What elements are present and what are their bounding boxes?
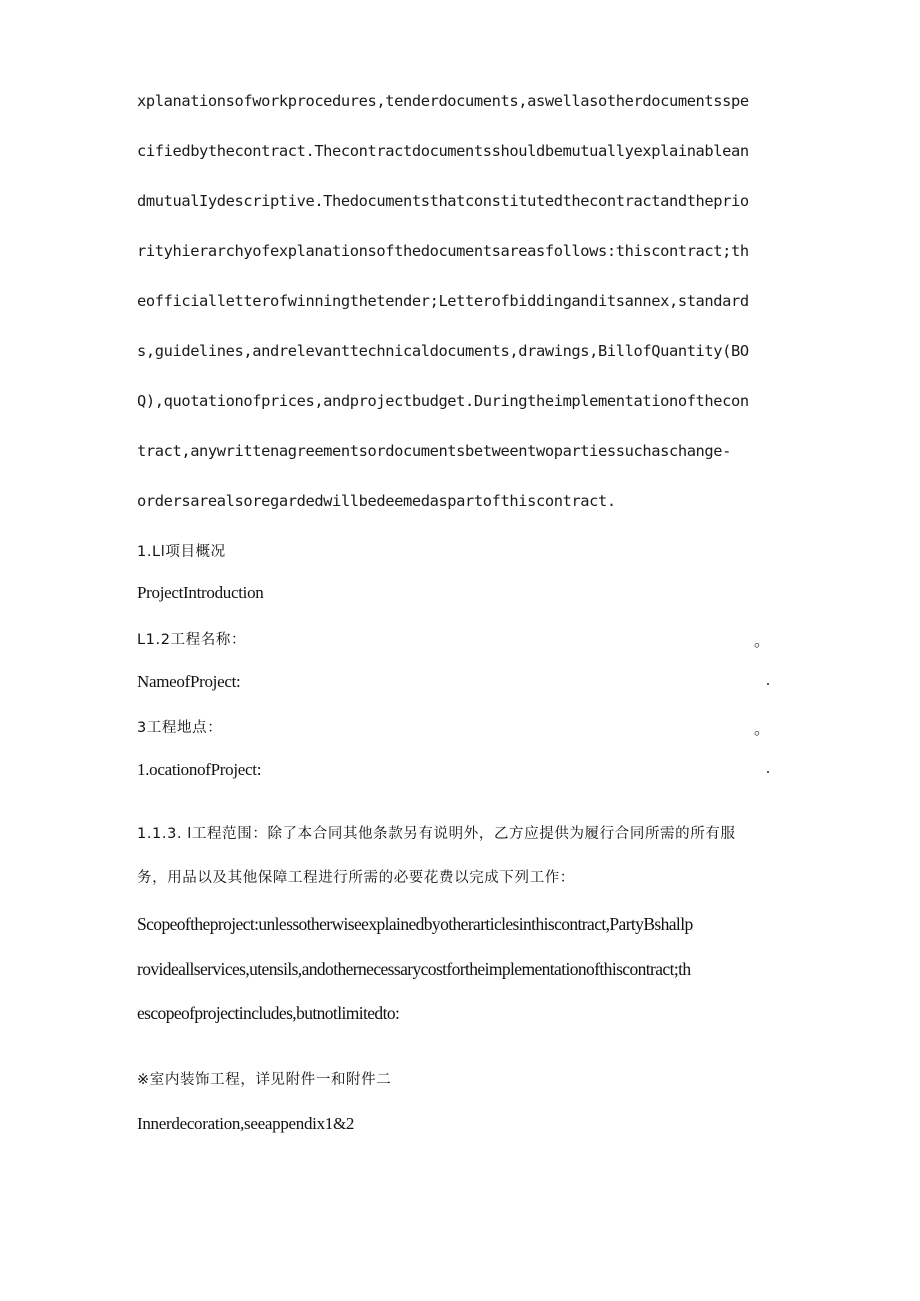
project-location-end-mark-en: . [766,760,770,777]
paragraph-line: tract,anywrittenagreementsordocumentsbetweentwopartiessuchaschange- [137,442,732,460]
paragraph-line: xplanationsofworkprocedures,tenderdocuments,aswellasotherdocumentsspe [137,92,749,110]
paragraph-line: rityhierarchyofexplanationsofthedocumentsareasfollows:thiscontract;th [137,242,749,260]
project-location-end-mark-cn: 。 [753,721,770,738]
project-location-label-en: 1.ocationofProject: [137,760,262,779]
project-name-end-mark-en: . [766,672,770,689]
scope-item-en: Innerdecoration,seeappendix1&2 [137,1114,355,1133]
paragraph-line: ordersarealsoregardedwillbedeemedaspartofthiscontract. [137,492,616,510]
paragraph-line: s,guidelines,andrelevanttechnicaldocuments,drawings,BillofQuantity(BO [137,342,749,360]
paragraph-line: dmutualIydescriptive.Thedocumentsthatconstitutedthecontractandthepri​o [137,192,749,210]
paragraph-line: Q),quotationofprices,andprojectbudget.Duringtheimplementationofthecon [137,392,749,410]
scope-paragraph-cn-line: 务，用品以及其他保障工程进行所需的必要花费以完成下列工作： [137,870,575,886]
section-heading-en: ProjectIntroduction [137,583,264,602]
project-name-end-mark-cn: 。 [753,633,770,650]
project-name-label-en: NameofProject: [137,672,241,691]
scope-paragraph-cn-line: 1.1.3. l工程范围：除了本合同其他条款另有说明外，乙方应提供为履行合同所需的所有服 [137,826,736,842]
scope-paragraph-en-line: Scopeoftheproject:unlessotherwiseexplainedbyotherarticlesinthiscontract,PartyBshallp [137,914,693,934]
project-name-label-cn: L1.2工程名称： [137,632,247,648]
paragraph-line: cifiedbythecontract.Thecontractdocumentsshouldbemutuallyexplainablean [137,142,749,160]
section-heading-cn: 1.Ll项目概况 [137,544,226,560]
project-location-label-cn: 3工程地点： [137,720,223,736]
scope-item-cn: ※室内装饰工程，详见附件一和附件二 [137,1072,392,1088]
scope-paragraph-en-line: escopeofprojectincludes,butnotlimitedto: [137,1003,400,1023]
paragraph-line: eofficialletterofwinningthetender;Letterofbiddinganditsannex,standard [137,292,749,310]
scope-paragraph-en-line: rovideallservices,utensils,andothernecessarycostfortheimplementationofthiscontract;th [137,959,691,979]
